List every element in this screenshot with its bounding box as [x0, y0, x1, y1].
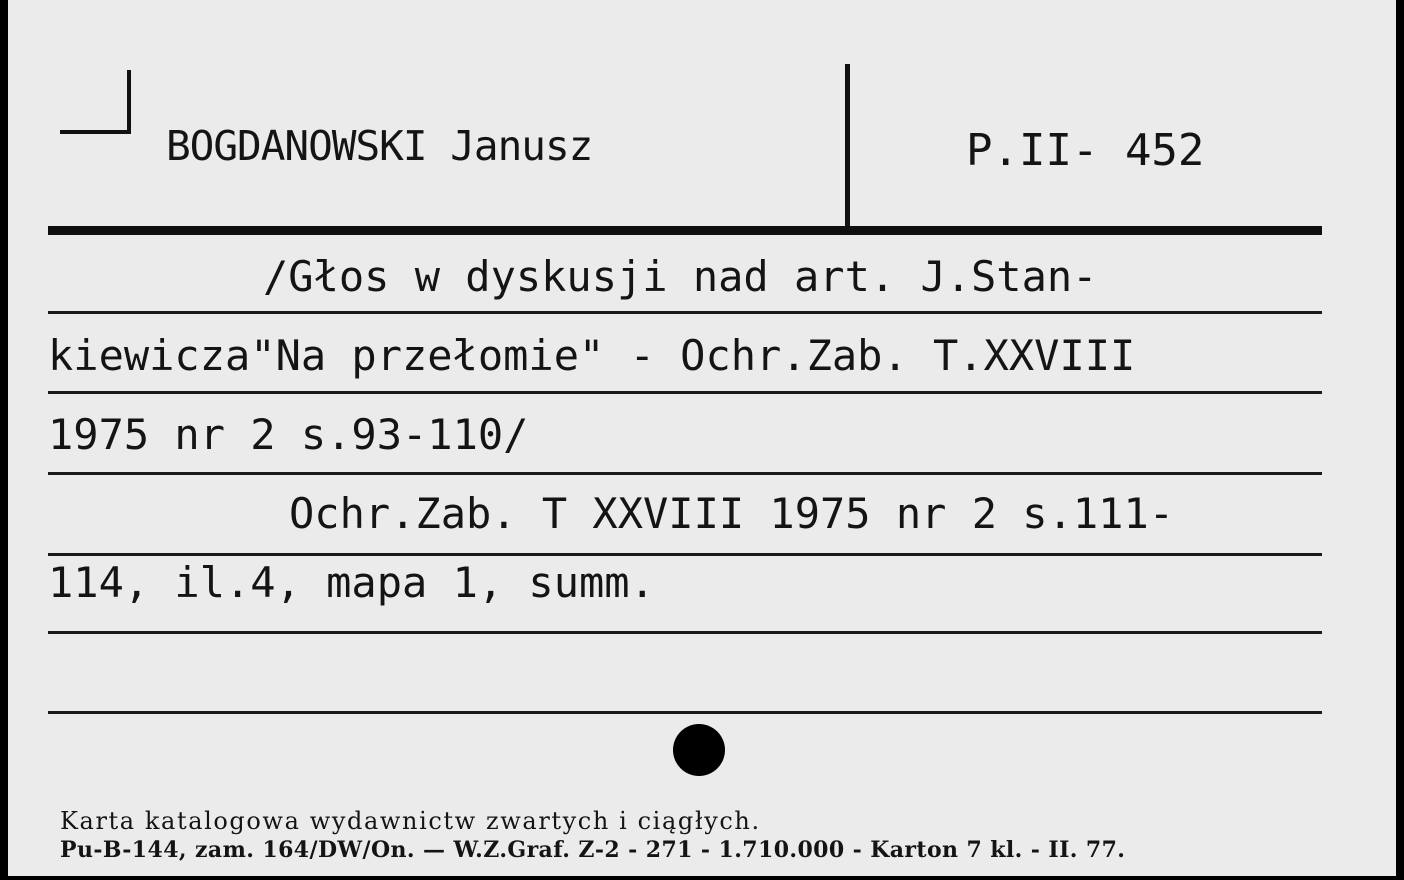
ruled-line — [48, 311, 1322, 314]
catalog-card — [8, 0, 1396, 876]
ruled-line — [48, 553, 1322, 556]
description-line-1: /Głos w dyskusji nad art. J.Stan- — [263, 252, 1098, 301]
ruled-line — [48, 711, 1322, 714]
author-heading: BOGDANOWSKI Janusz — [166, 122, 593, 170]
footer-print-info: Pu-B-144, zam. 164/DW/On. — W.Z.Graf. Z-2 - 271 - 1.710.000 - Karton 7 kl. - II. 77. — [60, 837, 1126, 863]
footer-form-title: Karta katalogowa wydawnictw zwartych i ciągłych. — [60, 807, 761, 835]
description-line-5: 114, il.4, mapa 1, summ. — [48, 558, 655, 607]
corner-bracket-vertical — [127, 70, 131, 132]
description-line-3: 1975 nr 2 s.93-110/ — [48, 410, 529, 459]
ruled-line — [48, 391, 1322, 394]
corner-bracket-horizontal — [60, 130, 131, 134]
ruled-line — [48, 631, 1322, 634]
description-line-4: Ochr.Zab. T XXVIII 1975 nr 2 s.111- — [289, 489, 1175, 538]
header-rule — [48, 226, 1322, 235]
header-divider — [845, 64, 850, 226]
call-number: P.II- 452 — [966, 125, 1205, 176]
ruled-line — [48, 472, 1322, 475]
description-line-2: kiewicza"Na przełomie" - Ochr.Zab. T.XXVIII — [48, 331, 1136, 380]
punch-hole — [673, 724, 725, 776]
